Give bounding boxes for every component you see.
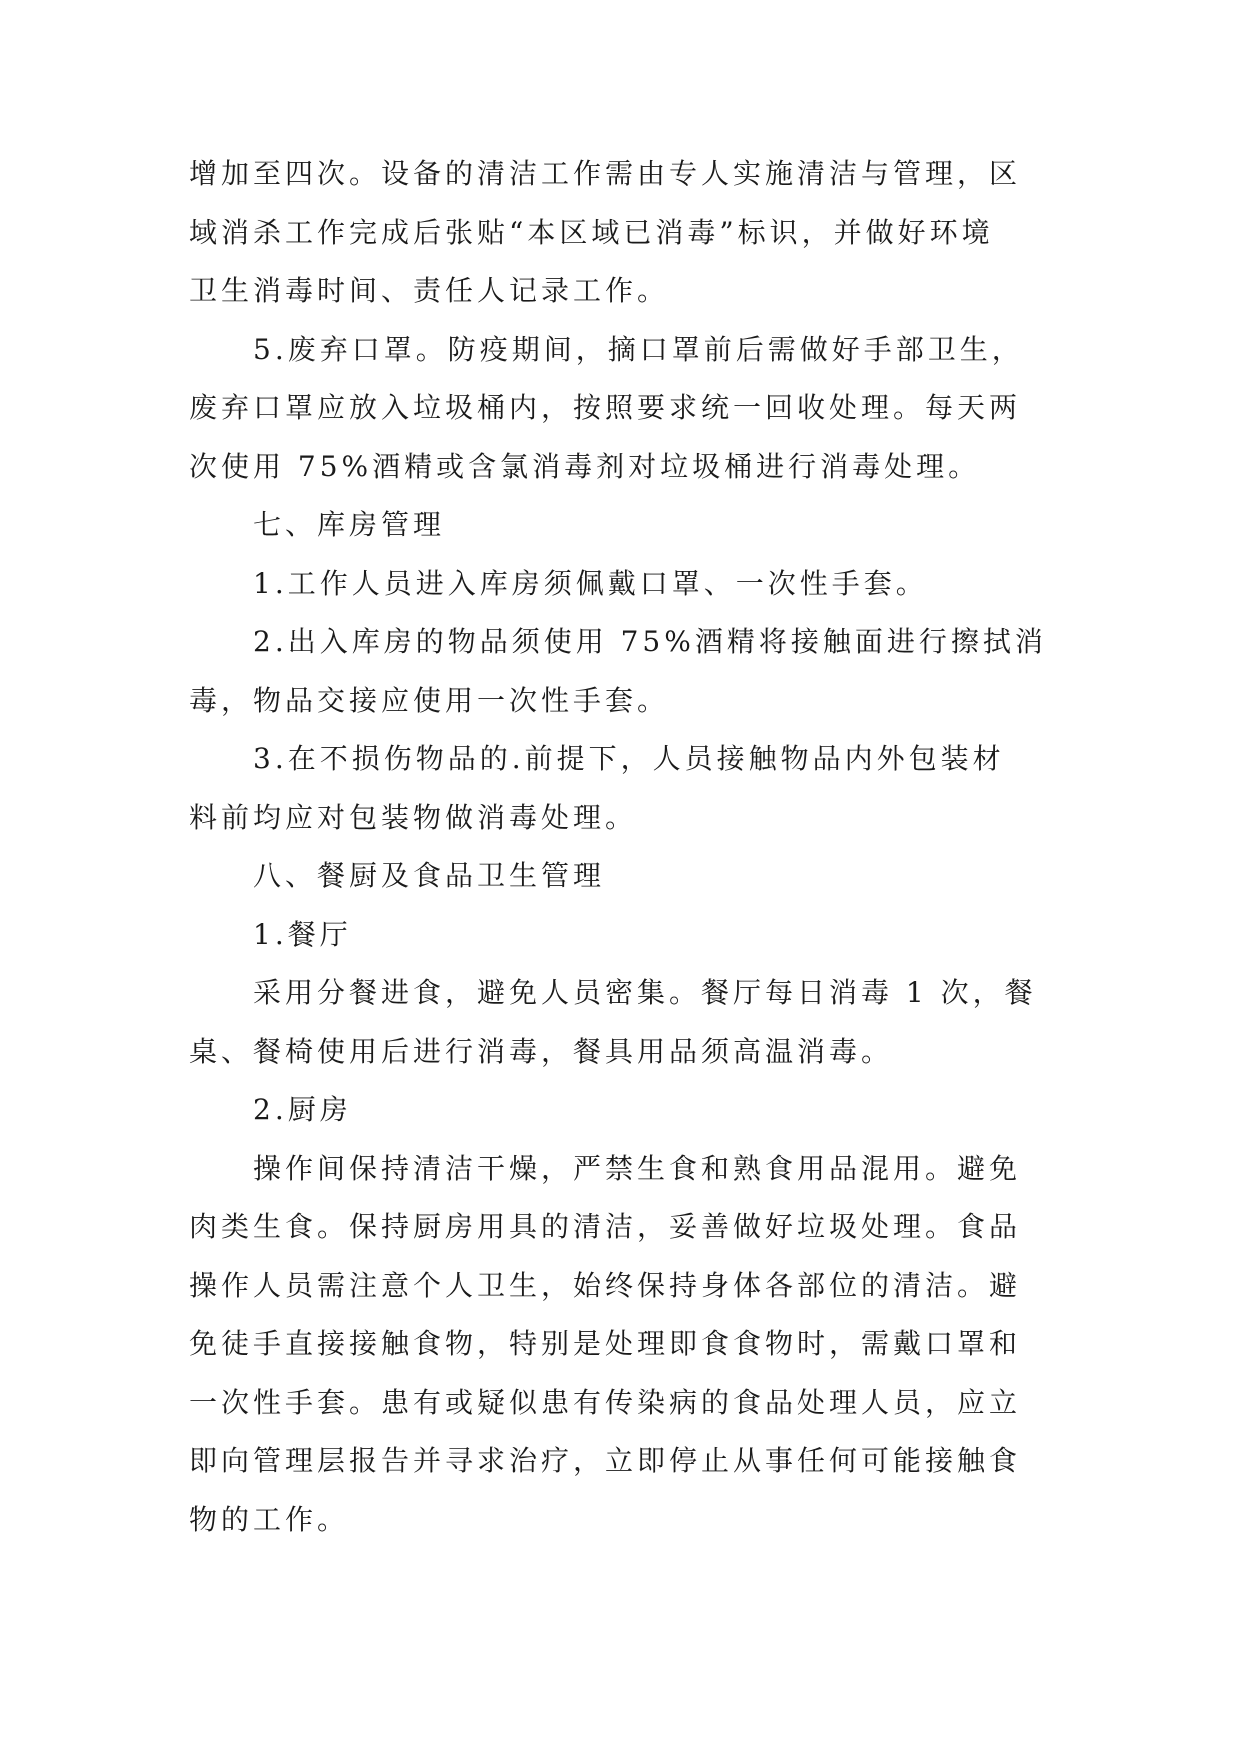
subsection-heading: 1.餐厅	[253, 917, 352, 951]
document-body	[189, 154, 1049, 1558]
text-line: 次使用 75%酒精或含氯消毒剂对垃圾桶进行消毒处理。	[189, 449, 981, 483]
text-line: 免徒手直接接触食物，特别是处理即食食物时，需戴口罩和	[189, 1327, 1022, 1360]
section-heading: 八、餐厨及食品卫生管理	[253, 859, 606, 892]
text-line: 域消杀工作完成后张贴“本区域已消毒”标识，并做好环境	[189, 215, 994, 249]
text-line: 卫生消毒时间、责任人记录工作。	[189, 274, 670, 307]
text-line: 废弃口罩应放入垃圾桶内，按照要求统一回收处理。每天两	[189, 391, 1022, 424]
section-heading: 七、库房管理	[253, 508, 446, 541]
text-line: 料前均应对包装物做消毒处理。	[189, 800, 638, 834]
text-line: 2.出入库房的物品须使用 75%酒精将接触面进行擦拭消	[253, 625, 1047, 658]
text-line: 毒，物品交接应使用一次性手套。	[189, 683, 670, 717]
text-line: 桌、餐椅使用后进行消毒，餐具用品须高温消毒。	[189, 1034, 894, 1068]
subsection-heading: 2.厨房	[253, 1093, 352, 1126]
text-line: 操作间保持清洁干燥，严禁生食和熟食用品混用。避免	[253, 1151, 1022, 1185]
text-line: 操作人员需注意个人卫生，始终保持身体各部位的清洁。避	[189, 1268, 1022, 1302]
text-line: 1.工作人员进入库房须佩戴口罩、一次性手套。	[253, 566, 928, 600]
text-line: 肉类生食。保持厨房用具的清洁，妥善做好垃圾处理。食品	[189, 1210, 1022, 1243]
text-line: 一次性手套。患有或疑似患有传染病的食品处理人员，应立	[189, 1385, 1022, 1419]
text-line: 5.废弃口罩。防疫期间，摘口罩前后需做好手部卫生，	[253, 332, 1024, 366]
text-line: 3.在不损伤物品的.前提下，人员接触物品内外包装材	[253, 742, 1005, 775]
text-line: 物的工作。	[189, 1502, 350, 1536]
text-line: 即向管理层报告并寻求治疗，立即停止从事任何可能接触食	[189, 1444, 1022, 1477]
text-line: 采用分餐进食，避免人员密集。餐厅每日消毒 1 次，餐	[253, 976, 1037, 1009]
text-line: 增加至四次。设备的清洁工作需由专人实施清洁与管理，区	[189, 157, 1022, 190]
